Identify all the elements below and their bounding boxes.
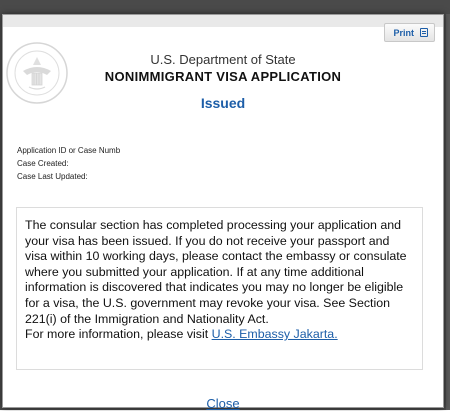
document-icon (420, 28, 428, 37)
case-created-label: Case Created: (17, 159, 69, 168)
case-updated-label: Case Last Updated: (17, 172, 88, 181)
print-button-label: Print (393, 27, 414, 38)
status-dialog (2, 14, 444, 411)
department-name: U.S. Department of State (150, 52, 296, 67)
dialog-footer (3, 396, 443, 411)
status-badge: Issued (200, 95, 246, 111)
embassy-link[interactable]: U.S. Embassy Jakarta. (211, 327, 338, 342)
more-info-text: For more information, please visit (25, 327, 212, 342)
dialog-top-bar (3, 15, 443, 27)
application-id-label: Application ID or Case Numb (17, 146, 121, 155)
status-message (16, 207, 423, 370)
status-message-text: The consular section has completed processing your application and your visa has been issued. If you do not receive your passport and visa within 10 working days, please contact the embassy or consulate where you submitted your application. If at any time additional information is discovered that indicates you may no longer be eligible for a visa, the U.S. government may revoke your visa. See Section 221(i) of the Immigration and Nationality Act. (25, 218, 407, 326)
case-info (17, 144, 120, 183)
print-button[interactable] (384, 23, 435, 42)
window-edge (446, 14, 450, 410)
application-title: NONIMMIGRANT VISA APPLICATION (104, 69, 342, 84)
close-button[interactable]: Close (206, 396, 240, 411)
dialog-header (3, 52, 443, 111)
